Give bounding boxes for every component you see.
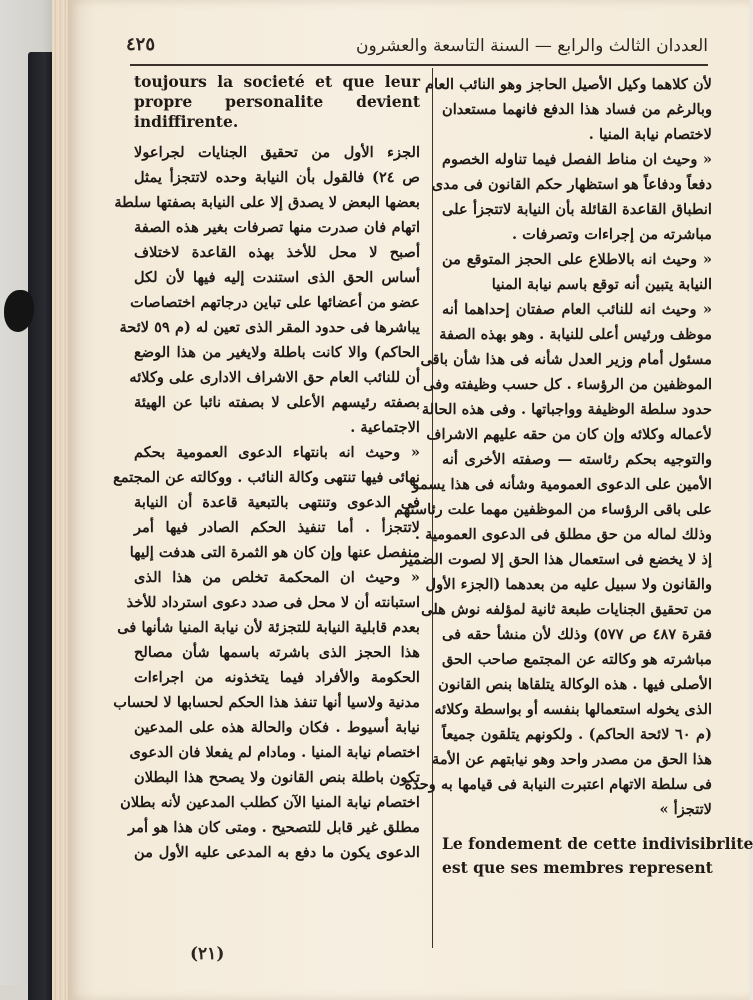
arabic-line: هذا الحق من مصدر واحد وهو نيابتهم عن الأمة	[432, 751, 712, 768]
latin-line: est que ses membres represent	[442, 858, 713, 877]
arabic-line: والقانون ولا سبيل عليه من بعدهما (الجزء الأول	[425, 576, 712, 593]
arabic-line: « وحيث ان المحكمة تخلص من هذا الذى	[134, 569, 420, 586]
arabic-line: فقرة ٤٨٧ ص ٥٧٧) وذلك لأن منشأ حقه فى	[442, 626, 712, 643]
arabic-line: أصبح لا محل للأخذ بهذه القاعدة لاختلاف	[134, 244, 420, 261]
arabic-line: فى سلطة الاتهام اعتبرت النيابة فى قيامها به وحدة	[404, 776, 712, 793]
arabic-line: الاجتماعية .	[350, 419, 420, 436]
arabic-line: لاتتجزأ . أما تنفيذ الحكم الصادر فيها أمر	[134, 519, 420, 536]
latin-line: propre personalite devient	[134, 92, 420, 111]
page-number: ٤٢٥	[126, 34, 156, 55]
arabic-line: يباشرها فى حدود المقر الذى تعين له (م ٥٩ لائحة	[119, 319, 420, 336]
arabic-line: وذلك لماله من حق مطلق فى الدعوى العمومية .	[414, 526, 712, 543]
latin-line: indiffirente.	[134, 112, 239, 131]
arabic-line: أساس الحق الذى استندت إليه فيها لأن لكل	[134, 269, 420, 286]
arabic-line: لأن كلاهما وكيل الأصيل الحاجز وهو النائب العام	[424, 76, 712, 93]
arabic-line: حدود سلطة الوظيفة وواجباتها . وفى هذه الحالة	[421, 401, 712, 418]
arabic-line: نيابة أسيوط . فكان والحالة هذه على المدعين	[134, 719, 420, 736]
arabic-line: استبانته أن لا محل فى صدد دعوى استرداد للأخذ	[126, 594, 420, 611]
arabic-line: « وحيث انه بانتهاء الدعوى العمومية بحكم	[134, 444, 420, 461]
arabic-line: « وحيث انه بالاطلاع على الحجز المتوقع من	[442, 251, 712, 268]
arabic-line: مدنية ولاسيا أنها تنفذ هذا الحكم لحسابها لا لحساب	[113, 694, 420, 711]
arabic-line: الذى يخوله استعمالها بنفسه أو بواسطة وكلائه	[434, 701, 712, 718]
arabic-line: فى الدعوى وتنتهى بالتبعية قاعدة أن النيابة	[134, 494, 420, 511]
arabic-line: بعدم قابلية النيابة للتجزئة لأن نيابة المنيا شأنها فى	[117, 619, 420, 636]
header-rule	[130, 64, 708, 66]
arabic-line: منفصل عنها وإن كان هو الثمرة التى هدفت إليها	[129, 544, 420, 561]
arabic-line: الأصلى فيها . هذه الوكالة يتلقاها بنص القانون	[438, 676, 712, 693]
latin-line: Le fondement de cette indivisibrlite	[442, 834, 753, 853]
arabic-line: موظف ورئيس أعلى للنيابة . وهو بهذه الصفة	[439, 326, 712, 343]
arabic-line: « وحيث انه للنائب العام صفتان إحداهما أنه	[442, 301, 712, 318]
arabic-line: لاختصام نيابة المنيا .	[588, 126, 712, 143]
arabic-line: تكون باطلة بنص القانون ولا يصحح هذا البطلان	[134, 769, 420, 786]
arabic-line: إذ لا يخضع فى استعمال هذا الحق إلا لصوت الضمير	[400, 551, 712, 568]
page-header	[120, 30, 718, 64]
arabic-line: الأمين على الدعوى العمومية وشأنه فى هذا يسمو	[412, 476, 712, 493]
right-column	[394, 72, 753, 880]
left-column	[113, 72, 420, 865]
arabic-line: مباشرته من إجراءات وتصرفات .	[512, 226, 712, 243]
arabic-line: النيابة يتبين أنه توقع باسم نيابة المنيا	[491, 276, 712, 293]
page-marker: (٢١)	[190, 944, 225, 964]
arabic-line: اختصام نيابة المنيا الآن كطلب المدعين لأنه بطلان	[120, 794, 420, 811]
arabic-line: « وحيث ان مناط الفصل فيما تناوله الخصوم	[442, 151, 712, 168]
arabic-line: أن للنائب العام حق الاشراف الادارى على وكلائه	[129, 369, 420, 386]
arabic-line: على باقى الرؤساء من الموظفين مهما علت رئاستهم	[394, 501, 712, 518]
arabic-line: عضو من أعضائها على تباين درجاتهم اختصاصات	[130, 294, 420, 311]
arabic-line: لاتتجزأ »	[659, 801, 712, 818]
arabic-line: والتوجيه بحكم رئاسته — وصفته الأخرى أنه	[442, 451, 712, 468]
arabic-line: وبالرغم من فساد هذا الدفع فانهما مستعدان	[442, 101, 712, 118]
arabic-line: لأعماله وكلائه وإن كان من حقه عليهم الاشراف	[426, 426, 712, 443]
arabic-line: من تحقيق الجنايات طبعة ثانية لمؤلفه نوش هلى	[421, 601, 712, 618]
arabic-line: الحكومة والأفراد فيما يتخذونه من اجراءات	[134, 669, 420, 686]
arabic-line: بعضها البعض لا يصدق إلا على النيابة بصفتها سلطة	[114, 194, 420, 211]
arabic-line: اختصام نيابة المنيا . ومادام لم يفعلا فان الدعوى	[129, 744, 420, 761]
arabic-line: الحاكم) والا كانت باطلة ولايغير من هذا الوضع	[134, 344, 420, 361]
arabic-line: نهائى فيها تنتهى وكالة النائب . ووكالته عن المجتمع	[113, 469, 420, 486]
arabic-line: ص ٢٤) فالقول بأن النيابة وحده لاتتجزأ يمثل	[134, 169, 420, 186]
arabic-line: بصفته رئيسهم الأعلى لا بصفته نائبا عن الهيئة	[134, 394, 420, 411]
arabic-line: (م ٦٠ لائحة الحاكم) . ولكونهم يتلقون جميعاً	[442, 726, 712, 743]
arabic-line: دفعاً ودفاعاً هو استظهار حكم القانون فى مدى	[431, 176, 712, 193]
arabic-line: انطباق القاعدة القائلة بأن النيابة لاتتجزأ على	[442, 201, 712, 218]
arabic-line: مطلق غير قابل للتصحيح . ومتى كان هذا هو أمر	[128, 819, 420, 836]
arabic-line: الموظفين من الرؤساء . كل حسب وظيفته وفى	[423, 376, 712, 393]
latin-line: toujours la societé et que leur	[134, 72, 420, 91]
arabic-line: مباشرته هو وكالته عن المجتمع صاحب الحق	[442, 651, 712, 668]
arabic-line: الدعوى يكون ما دفع به المدعى عليه الأول من	[134, 844, 420, 861]
arabic-line: هذا الحجز الذى باشرته باسمها شأن مصالح	[134, 644, 420, 661]
arabic-line: الجزء الأول من تحقيق الجنايات لجراعولا	[134, 144, 420, 161]
running-title: العددان الثالث والرابع — السنة التاسعة والعشرون	[356, 36, 708, 56]
arabic-line: مسئول أمام وزير العدل شأنه فى هذا شأن باقى	[420, 351, 712, 368]
arabic-line: اتهام فان صدرت منها تصرفات بغير هذه الصفة	[134, 219, 420, 236]
